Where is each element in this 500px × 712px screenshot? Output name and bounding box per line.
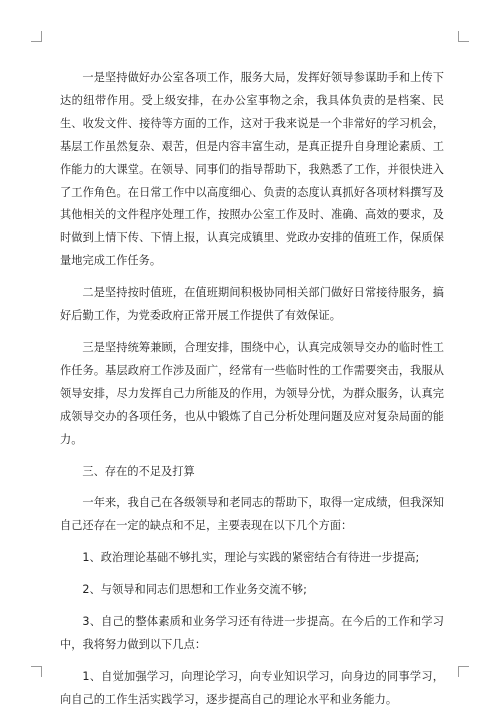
section-heading-shortcomings: 三、存在的不足及打算 <box>82 464 195 478</box>
list-item-communication: 2、与领导和同志们思想和工作业务交流不够; <box>82 583 307 597</box>
paragraph-office-work: 一是坚持做好办公室各项工作，服务大局，发挥好领导参谋助手和上传下达的纽带作用。受上级安排，在办公室事物之余，我具体负责的是档案、民生、收发文件、接待等方面的工作，这对于我来说是一个非常好的学习机会，基层工作虽然复杂、艰苦，但是内容丰富生动，是真正提升自身理论素质、工作能力的大课堂。在领导、同事们的指导帮助下，我熟悉了工作，并很快进入了工作角色。在日常工作中以高度细心、负责的态度认真抓好各项材料撰写及其他相关的文件程序处理工作，按照办公室工作及时、准确、高效的要求，及时做到上情下传、下情上报，认真完成镇里、党政办安排的值班工作，保质保量地完成工作任务。 <box>60 71 444 268</box>
paragraph-year-summary: 一年来，我自己在各级领导和老同志的帮助下，取得一定成绩，但我深知自己还存在一定的缺点和不足，主要表现在以下几个方面： <box>60 496 444 533</box>
paragraph-duty-shift: 二是坚持按时值班，在值班期间积极协同相关部门做好日常接待服务，搞好后勤工作，为党委政府正常开展工作提供了有效保证。 <box>60 286 444 323</box>
list-item-quality: 3、自己的整体素质和业务学习还有待进一步提高。在今后的工作和学习中，我将努力做到以下几点： <box>60 615 444 651</box>
paragraph-overall-planning: 三是坚持统筹兼顾，合理安排，围绕中心，认真完成领导交办的临时性工作任务。基层政府工作涉及面广，经常有一些临时性的工作需要突击，我服从领导安排，尽力发挥自己力所能及的作用，为领导分忧，为群众服务，认真完成领导交办的各项任务，也从中锻炼了自己分析处理问题及应对复杂局面的能力。 <box>60 340 444 446</box>
crop-mark-top-right <box>458 31 469 42</box>
crop-mark-bottom-right <box>458 666 469 677</box>
crop-mark-top-left <box>31 31 42 42</box>
crop-mark-bottom-left <box>31 666 42 677</box>
document-body <box>60 67 444 712</box>
list-item-theory: 1、政治理论基础不够扎实，理论与实践的紧密结合有待进一步提高; <box>82 551 420 565</box>
list-item-study: 1、自觉加强学习，向理论学习，向专业知识学习，向身边的同事学习，向自己的工作生活实践学习，逐步提高自己的理论水平和业务能力。 <box>60 669 444 706</box>
